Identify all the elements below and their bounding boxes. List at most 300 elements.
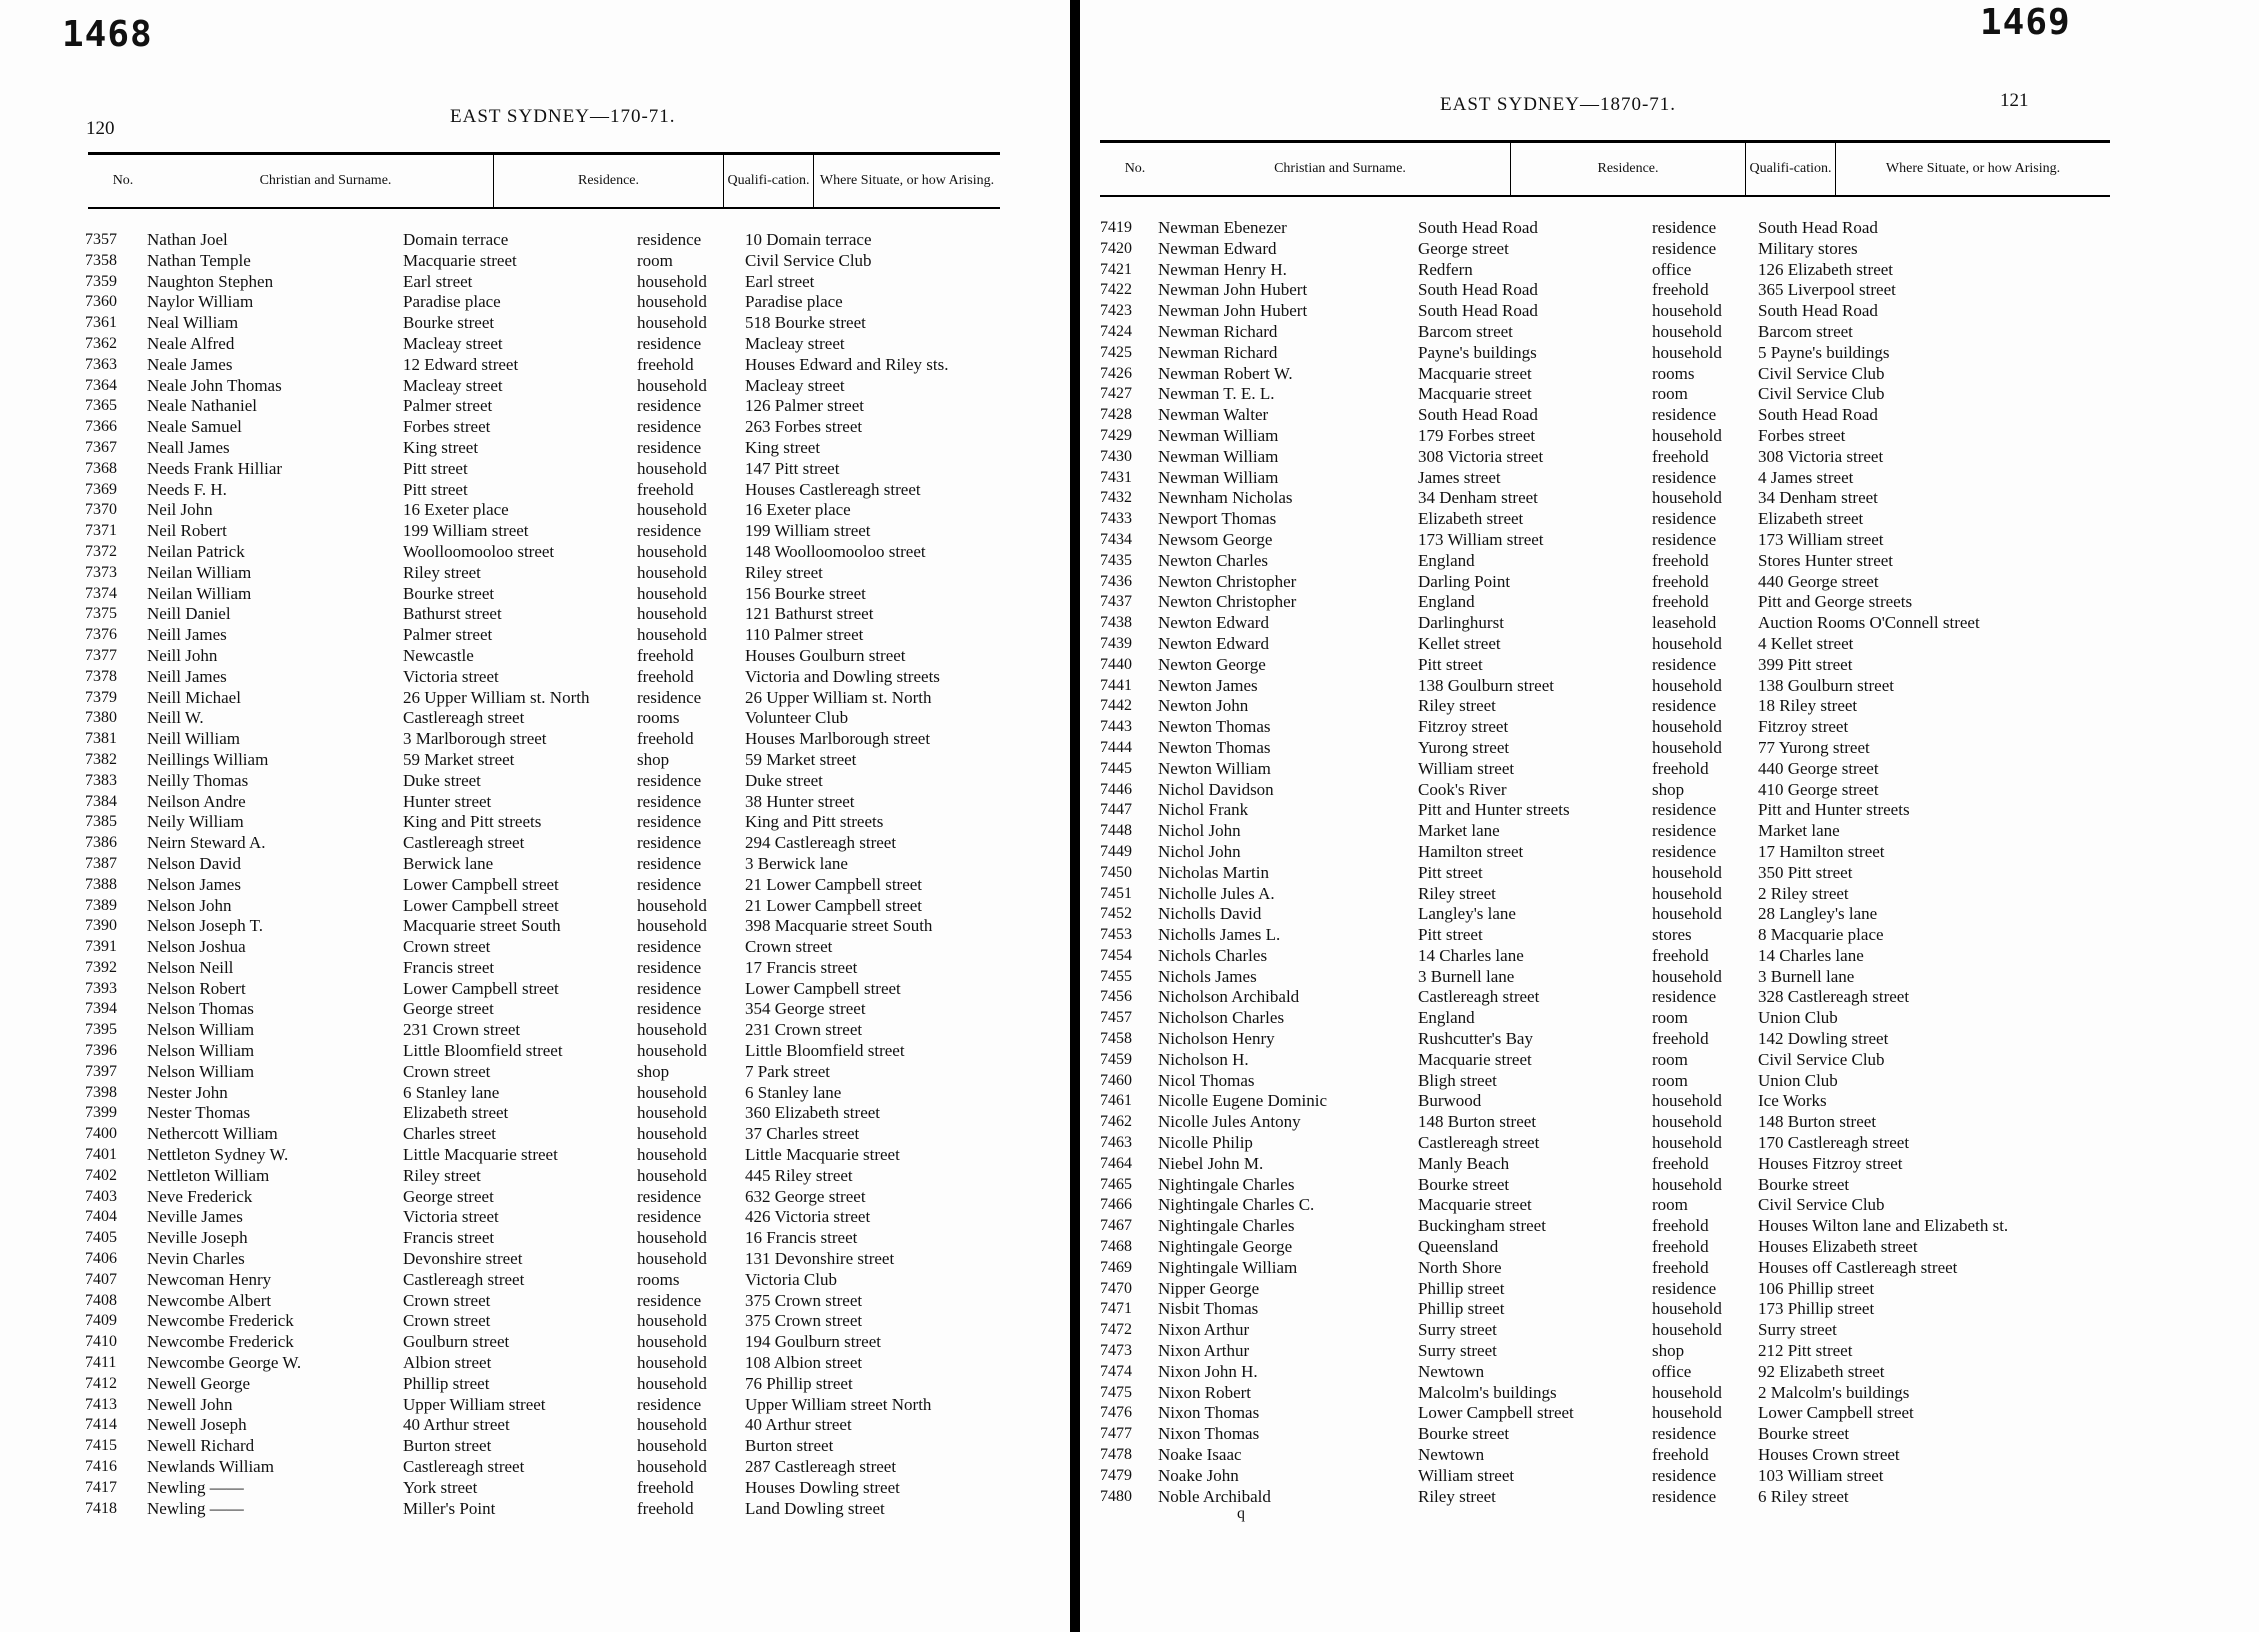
entry-qualification: freehold (1652, 1029, 1709, 1049)
register-row (85, 1124, 1015, 1145)
entry-where-situate: 38 Hunter street (745, 791, 855, 811)
register-row (1100, 1216, 2150, 1237)
entry-number: 7387 (85, 854, 117, 872)
entry-where-situate: 365 Liverpool street (1758, 280, 1896, 300)
header-residence: Residence. (1510, 143, 1745, 195)
entry-residence: King and Pitt streets (403, 812, 542, 832)
entry-residence: 12 Edward street (403, 354, 519, 374)
register-row (1100, 1175, 2150, 1196)
entry-qualification: office (1652, 1361, 1692, 1381)
entry-where-situate: 37 Charles street (745, 1124, 860, 1144)
entry-name: Newsom George (1158, 529, 1273, 549)
entry-residence: South Head Road (1418, 301, 1538, 321)
entry-where-situate: Macleay street (745, 375, 845, 395)
entry-residence: Little Macquarie street (403, 1145, 558, 1165)
register-row (85, 1374, 1015, 1395)
entry-residence: 179 Forbes street (1418, 425, 1536, 445)
entry-number: 7398 (85, 1083, 117, 1101)
entry-number: 7468 (1100, 1238, 1132, 1256)
register-row (85, 1166, 1015, 1187)
entry-number: 7469 (1100, 1258, 1132, 1276)
entry-residence: Bourke street (1418, 1424, 1510, 1444)
entry-name: Neil John (147, 500, 213, 520)
register-row (1100, 759, 2150, 780)
entry-residence: Little Bloomfield street (403, 1041, 563, 1061)
entry-residence: Riley street (403, 562, 481, 582)
entry-name: Newport Thomas (1158, 509, 1277, 529)
entry-number: 7404 (85, 1208, 117, 1226)
entry-qualification: household (637, 1311, 707, 1331)
entry-number: 7395 (85, 1021, 117, 1039)
entry-where-situate: 21 Lower Campbell street (745, 895, 923, 915)
entry-number: 7476 (1100, 1404, 1132, 1422)
register-row (1100, 592, 2150, 613)
entry-number: 7366 (85, 418, 117, 436)
entry-number: 7435 (1100, 551, 1132, 569)
register-row (1100, 1341, 2150, 1362)
entry-number: 7390 (85, 917, 117, 935)
entry-number: 7429 (1100, 426, 1132, 444)
entry-name: Nicolle Philip (1158, 1133, 1253, 1153)
entry-qualification: freehold (637, 1477, 694, 1497)
entry-name: Nicol Thomas (1158, 1070, 1255, 1090)
entry-where-situate: Ice Works (1758, 1091, 1827, 1111)
register-row (85, 417, 1015, 438)
register-row (1100, 1466, 2150, 1487)
entry-qualification: freehold (1652, 945, 1709, 965)
entry-qualification: household (1652, 717, 1722, 737)
entry-residence: 199 William street (403, 521, 529, 541)
entry-name: Newton Thomas (1158, 717, 1271, 737)
entry-name: Nightingale Charles (1158, 1216, 1295, 1236)
register-row (1100, 260, 2150, 281)
entry-number: 7386 (85, 834, 117, 852)
entry-qualification: residence (637, 791, 702, 811)
entry-number: 7455 (1100, 967, 1132, 985)
register-row (1100, 925, 2150, 946)
entry-name: Newman William (1158, 425, 1279, 445)
entry-where-situate: 16 Francis street (745, 1228, 858, 1248)
entry-number: 7424 (1100, 322, 1132, 340)
register-row (1100, 1445, 2150, 1466)
entry-where-situate: Market lane (1758, 821, 1840, 841)
entry-qualification: household (1652, 425, 1722, 445)
entry-qualification: household (1652, 488, 1722, 508)
entry-number: 7456 (1100, 988, 1132, 1006)
register-row (1100, 468, 2150, 489)
register-row (85, 438, 1015, 459)
entry-residence: 59 Market street (403, 749, 515, 769)
entry-residence: Bourke street (403, 583, 495, 603)
entry-name: Newton Christopher (1158, 592, 1297, 612)
entry-where-situate: Bourke street (1758, 1174, 1850, 1194)
entry-qualification: residence (637, 1290, 702, 1310)
entry-number: 7384 (85, 792, 117, 810)
entry-name: Neill W. (147, 708, 204, 728)
entry-qualification: household (1652, 737, 1722, 757)
entry-where-situate: 26 Upper William st. North (745, 687, 932, 707)
register-row (1100, 800, 2150, 821)
entry-number: 7415 (85, 1437, 117, 1455)
register-row (1100, 884, 2150, 905)
entry-residence: Elizabeth street (1418, 509, 1524, 529)
register-row (1100, 488, 2150, 509)
entry-number: 7406 (85, 1250, 117, 1268)
register-row (85, 230, 1015, 251)
entry-number: 7480 (1100, 1487, 1132, 1505)
entry-name: Newman William (1158, 467, 1279, 487)
entry-residence: 308 Victoria street (1418, 446, 1544, 466)
entry-residence: England (1418, 1008, 1475, 1028)
entry-name: Neill John (147, 645, 218, 665)
register-row (85, 979, 1015, 1000)
entry-name: Niebel John M. (1158, 1153, 1264, 1173)
left-page-number: 120 (86, 118, 115, 139)
entry-where-situate: Upper William street North (745, 1394, 932, 1414)
entry-name: Newman T. E. L. (1158, 384, 1275, 404)
entry-number: 7403 (85, 1187, 117, 1205)
register-row (85, 708, 1015, 729)
entry-qualification: residence (637, 1207, 702, 1227)
entry-residence: Crown street (403, 1061, 491, 1081)
entry-where-situate: 360 Elizabeth street (745, 1103, 881, 1123)
entry-where-situate: 350 Pitt street (1758, 862, 1853, 882)
register-row (85, 958, 1015, 979)
entry-where-situate: Civil Service Club (1758, 384, 1885, 404)
entry-name: Nelson Joshua (147, 937, 246, 957)
entry-residence: Castlereagh street (1418, 1133, 1540, 1153)
entry-name: Nixon John H. (1158, 1361, 1258, 1381)
entry-number: 7463 (1100, 1134, 1132, 1152)
entry-where-situate: King and Pitt streets (745, 812, 884, 832)
entry-number: 7376 (85, 626, 117, 644)
entry-number: 7445 (1100, 759, 1132, 777)
entry-where-situate: Houses off Castlereagh street (1758, 1257, 1958, 1277)
entry-qualification: residence (1652, 238, 1717, 258)
entry-name: Newton James (1158, 675, 1258, 695)
entry-name: Nelson David (147, 853, 241, 873)
entry-name: Nelson William (147, 1061, 255, 1081)
entry-where-situate: 34 Denham street (1758, 488, 1878, 508)
entry-qualification: residence (637, 1186, 702, 1206)
entry-qualification: household (1652, 1299, 1722, 1319)
entry-residence: York street (403, 1477, 478, 1497)
entry-residence: Castlereagh street (403, 833, 525, 853)
entry-qualification: residence (1652, 529, 1717, 549)
register-row (1100, 343, 2150, 364)
entry-number: 7389 (85, 896, 117, 914)
entry-number: 7383 (85, 771, 117, 789)
right-corner-number: 1469 (1980, 2, 2071, 43)
register-row (1100, 696, 2150, 717)
entry-residence: 231 Crown street (403, 1020, 521, 1040)
register-row (1100, 1050, 2150, 1071)
entry-residence: Crown street (403, 1311, 491, 1331)
entry-residence: Langley's lane (1418, 904, 1516, 924)
entry-where-situate: 8 Macquarie place (1758, 925, 1884, 945)
entry-number: 7442 (1100, 697, 1132, 715)
entry-qualification: household (637, 1020, 707, 1040)
entry-where-situate: 16 Exeter place (745, 500, 851, 520)
entry-where-situate: 375 Crown street (745, 1311, 863, 1331)
entry-where-situate: Houses Dowling street (745, 1477, 900, 1497)
entry-where-situate: Victoria Club (745, 1269, 837, 1289)
entry-qualification: residence (637, 999, 702, 1019)
entry-where-situate: 5 Payne's buildings (1758, 342, 1890, 362)
register-row (85, 604, 1015, 625)
entry-residence: Castlereagh street (403, 708, 525, 728)
entry-name: Naughton Stephen (147, 271, 274, 291)
register-row (85, 937, 1015, 958)
entry-residence: Burwood (1418, 1091, 1482, 1111)
entry-qualification: residence (637, 957, 702, 977)
entry-number: 7369 (85, 480, 117, 498)
entry-where-situate: Union Club (1758, 1008, 1838, 1028)
entry-number: 7474 (1100, 1362, 1132, 1380)
entry-name: Nipper George (1158, 1278, 1260, 1298)
register-row (85, 1207, 1015, 1228)
entry-name: Nathan Joel (147, 230, 228, 249)
register-row (85, 916, 1015, 937)
entry-number: 7472 (1100, 1321, 1132, 1339)
entry-where-situate: 7 Park street (745, 1061, 830, 1081)
entry-name: Neale Alfred (147, 333, 235, 353)
entry-qualification: residence (1652, 1465, 1717, 1485)
register-row (85, 875, 1015, 896)
entry-where-situate: Crown street (745, 937, 833, 957)
entry-where-situate: 410 George street (1758, 779, 1879, 799)
entry-residence: George street (1418, 238, 1509, 258)
entry-qualification: household (1652, 1403, 1722, 1423)
right-register-rows (1100, 218, 2150, 1507)
register-row (1100, 842, 2150, 863)
entry-residence: Castlereagh street (1418, 987, 1540, 1007)
entry-where-situate: 108 Albion street (745, 1353, 863, 1373)
entry-qualification: freehold (1652, 1153, 1709, 1173)
entry-name: Newling —— (147, 1477, 244, 1497)
entry-qualification: household (1652, 966, 1722, 986)
entry-where-situate: 263 Forbes street (745, 417, 863, 437)
entry-where-situate: 142 Dowling street (1758, 1029, 1889, 1049)
entry-residence: Queensland (1418, 1237, 1499, 1257)
entry-name: Neilan Patrick (147, 541, 245, 561)
entry-where-situate: 328 Castlereagh street (1758, 987, 1910, 1007)
register-row (1100, 364, 2150, 385)
entry-residence: England (1418, 550, 1475, 570)
entry-name: Nethercott William (147, 1124, 278, 1144)
entry-qualification: residence (637, 833, 702, 853)
entry-qualification: household (637, 1124, 707, 1144)
entry-where-situate: Lower Campbell street (1758, 1403, 1914, 1423)
entry-where-situate: Pitt and George streets (1758, 592, 1913, 612)
entry-residence: Kellet street (1418, 633, 1501, 653)
entry-residence: Bathurst street (403, 604, 502, 624)
entry-residence: Phillip street (403, 1373, 490, 1393)
register-row (1100, 967, 2150, 988)
entry-number: 7397 (85, 1062, 117, 1080)
entry-qualification: residence (1652, 800, 1717, 820)
register-row (85, 272, 1015, 293)
entry-name: Nixon Arthur (1158, 1341, 1250, 1361)
entry-number: 7393 (85, 979, 117, 997)
register-row (85, 459, 1015, 480)
entry-where-situate: Auction Rooms O'Connell street (1758, 613, 1980, 633)
entry-name: Nelson Joseph T. (147, 916, 264, 936)
entry-residence: Bourke street (1418, 1174, 1510, 1194)
entry-where-situate: 92 Elizabeth street (1758, 1361, 1885, 1381)
entry-qualification: freehold (637, 479, 694, 499)
entry-residence: Albion street (403, 1353, 492, 1373)
register-row (85, 396, 1015, 417)
entry-where-situate: Civil Service Club (745, 250, 872, 270)
entry-residence: Buckingham street (1418, 1216, 1546, 1236)
entry-where-situate: 148 Woolloomooloo street (745, 541, 926, 561)
entry-residence: James street (1418, 467, 1501, 487)
entry-qualification: residence (1652, 987, 1717, 1007)
entry-name: Nester Thomas (147, 1103, 251, 1123)
entry-number: 7466 (1100, 1196, 1132, 1214)
entry-name: Newcombe Frederick (147, 1311, 294, 1331)
register-row (1100, 1133, 2150, 1154)
register-row (1100, 1424, 2150, 1445)
entry-name: Nathan Temple (147, 250, 251, 270)
entry-name: Newnham Nicholas (1158, 488, 1293, 508)
register-row (1100, 738, 2150, 759)
entry-name: Newman Henry H. (1158, 259, 1287, 279)
entry-name: Nicolle Eugene Dominic (1158, 1091, 1328, 1111)
register-row (85, 1249, 1015, 1270)
entry-residence: Palmer street (403, 625, 493, 645)
register-row (85, 1395, 1015, 1416)
entry-name: Nicholson Archibald (1158, 987, 1300, 1007)
entry-name: Neirn Steward A. (147, 833, 266, 853)
entry-where-situate: 170 Castlereagh street (1758, 1133, 1910, 1153)
entry-name: Newman William (1158, 446, 1279, 466)
entry-qualification: household (1652, 1133, 1722, 1153)
entry-qualification: residence (637, 417, 702, 437)
entry-name: Needs F. H. (147, 479, 227, 499)
entry-where-situate: Surry street (1758, 1320, 1837, 1340)
entry-name: Neilan William (147, 562, 252, 582)
entry-number: 7420 (1100, 239, 1132, 257)
entry-where-situate: 632 George street (745, 1186, 866, 1206)
entry-qualification: shop (637, 1061, 670, 1081)
entry-qualification: residence (1652, 467, 1717, 487)
entry-name: Nichol Davidson (1158, 779, 1274, 799)
entry-qualification: freehold (1652, 280, 1709, 300)
entry-qualification: shop (637, 749, 670, 769)
entry-where-situate: 4 James street (1758, 467, 1854, 487)
entry-name: Newton Edward (1158, 613, 1269, 633)
entry-number: 7426 (1100, 364, 1132, 382)
entry-qualification: household (637, 1353, 707, 1373)
entry-number: 7428 (1100, 406, 1132, 424)
register-row (85, 563, 1015, 584)
entry-residence: Darlinghurst (1418, 613, 1504, 633)
entry-number: 7475 (1100, 1383, 1132, 1401)
entry-residence: Fitzroy street (1418, 717, 1509, 737)
register-row (85, 854, 1015, 875)
register-row (85, 729, 1015, 750)
entry-residence: 16 Exeter place (403, 500, 509, 520)
entry-qualification: residence (637, 521, 702, 541)
entry-name: Nicholls James L. (1158, 925, 1281, 945)
entry-qualification: household (1652, 1112, 1722, 1132)
entry-name: Newell George (147, 1373, 251, 1393)
entry-residence: Malcolm's buildings (1418, 1382, 1557, 1402)
register-row (85, 292, 1015, 313)
register-row (1100, 634, 2150, 655)
register-row (1100, 1237, 2150, 1258)
entry-qualification: residence (1652, 218, 1717, 237)
entry-residence: Duke street (403, 770, 481, 790)
entry-residence: Darling Point (1418, 571, 1511, 591)
entry-number: 7436 (1100, 572, 1132, 590)
right-page-number: 121 (2000, 90, 2029, 111)
entry-number: 7414 (85, 1416, 117, 1434)
left-page-title: EAST SYDNEY—170-71. (450, 106, 676, 127)
entry-residence: Pitt street (403, 479, 468, 499)
entry-number: 7362 (85, 334, 117, 352)
entry-where-situate: 14 Charles lane (1758, 945, 1864, 965)
entry-qualification: residence (637, 874, 702, 894)
entry-where-situate: 199 William street (745, 521, 871, 541)
entry-number: 7473 (1100, 1342, 1132, 1360)
entry-qualification: household (637, 1249, 707, 1269)
entry-number: 7458 (1100, 1030, 1132, 1048)
header-where-situate: Where Situate, or how Arising. (1835, 143, 2110, 195)
entry-residence: 3 Burnell lane (1418, 966, 1515, 986)
register-row (1100, 218, 2150, 239)
entry-name: Nightingale Charles C. (1158, 1195, 1315, 1215)
entry-qualification: residence (1652, 1424, 1717, 1444)
register-row (1100, 946, 2150, 967)
entry-qualification: household (1652, 342, 1722, 362)
entry-qualification: household (637, 1332, 707, 1352)
entry-qualification: residence (637, 937, 702, 957)
entry-qualification: household (1652, 904, 1722, 924)
entry-name: Neily William (147, 812, 244, 832)
register-row (85, 1499, 1015, 1520)
entry-number: 7391 (85, 938, 117, 956)
entry-number: 7421 (1100, 260, 1132, 278)
entry-qualification: residence (637, 770, 702, 790)
entry-residence: Macquarie street South (403, 916, 561, 936)
register-row (1100, 1195, 2150, 1216)
entry-residence: Charles street (403, 1124, 496, 1144)
entry-name: Nelson William (147, 1020, 255, 1040)
entry-number: 7408 (85, 1291, 117, 1309)
entry-residence: Pitt and Hunter streets (1418, 800, 1570, 820)
register-row (85, 251, 1015, 272)
register-row (85, 1103, 1015, 1124)
entry-qualification: office (1652, 259, 1692, 279)
register-row (1100, 1258, 2150, 1279)
entry-number: 7422 (1100, 281, 1132, 299)
entry-where-situate: 399 Pitt street (1758, 654, 1853, 674)
entry-number: 7361 (85, 314, 117, 332)
entry-qualification: residence (1652, 821, 1717, 841)
register-row (1100, 447, 2150, 468)
entry-number: 7400 (85, 1125, 117, 1143)
register-row (85, 667, 1015, 688)
entry-residence: Riley street (1418, 883, 1496, 903)
entry-where-situate: 126 Elizabeth street (1758, 259, 1894, 279)
entry-where-situate: Stores Hunter street (1758, 550, 1894, 570)
entry-where-situate: 287 Castlereagh street (745, 1457, 897, 1477)
entry-where-situate: 106 Phillip street (1758, 1278, 1875, 1298)
entry-where-situate: 426 Victoria street (745, 1207, 871, 1227)
